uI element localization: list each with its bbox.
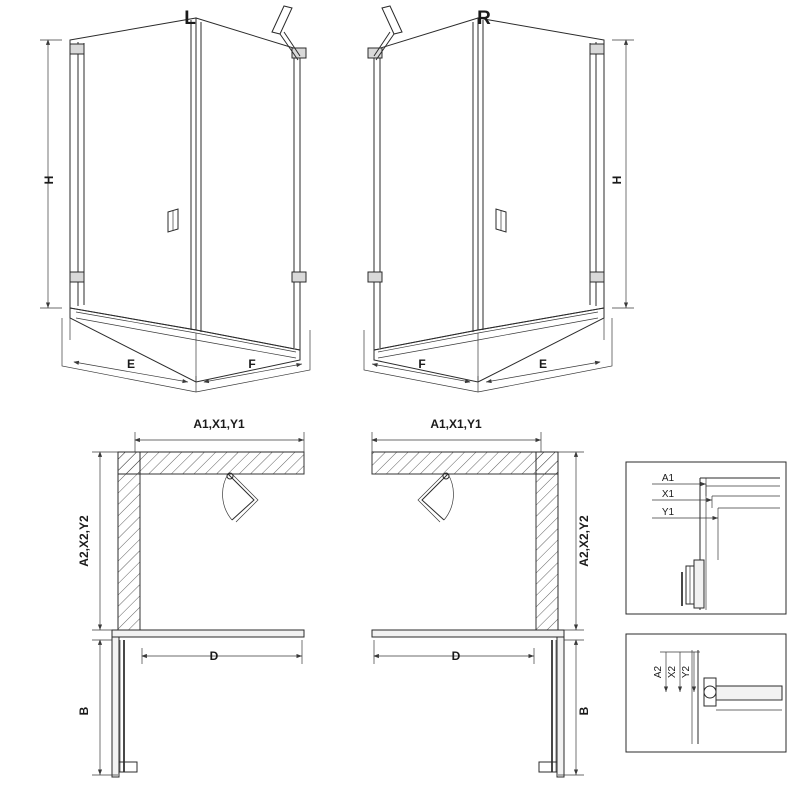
- iso-view-right: [364, 6, 634, 392]
- label-plan-right-door-dim: B: [577, 706, 591, 716]
- detail-label-x1: X1: [661, 489, 675, 500]
- detail-box-bottom: [626, 634, 786, 752]
- detail-label-x2: X2: [667, 665, 678, 679]
- label-plan-left-door-dim: B: [77, 706, 91, 716]
- label-side-e-left: E: [126, 357, 136, 371]
- detail-label-a2: A2: [653, 665, 664, 679]
- plan-view-right: [372, 432, 584, 777]
- label-plan-left-side-dim: A2,X2,Y2: [77, 515, 91, 567]
- detail-label-a1: A1: [661, 473, 675, 484]
- label-plan-left-top-dim: A1,X1,Y1: [193, 417, 245, 431]
- label-plan-left-inner-dim: D: [209, 649, 219, 663]
- label-height-left: H: [42, 175, 56, 185]
- label-height-right: H: [610, 175, 624, 185]
- label-side-e-right: E: [538, 357, 548, 371]
- label-view-right: R: [477, 8, 491, 29]
- detail-label-y1: Y1: [661, 507, 675, 518]
- detail-box-top: [626, 462, 786, 614]
- label-side-f-right: F: [418, 357, 426, 371]
- iso-view-left: [40, 6, 310, 392]
- label-side-f-left: F: [248, 357, 256, 371]
- label-plan-right-top-dim: A1,X1,Y1: [430, 417, 482, 431]
- label-view-left: L: [184, 8, 196, 29]
- label-plan-right-side-dim: A2,X2,Y2: [577, 515, 591, 567]
- detail-label-y2: Y2: [681, 665, 692, 679]
- plan-view-left: [92, 432, 304, 777]
- label-plan-right-inner-dim: D: [451, 649, 461, 663]
